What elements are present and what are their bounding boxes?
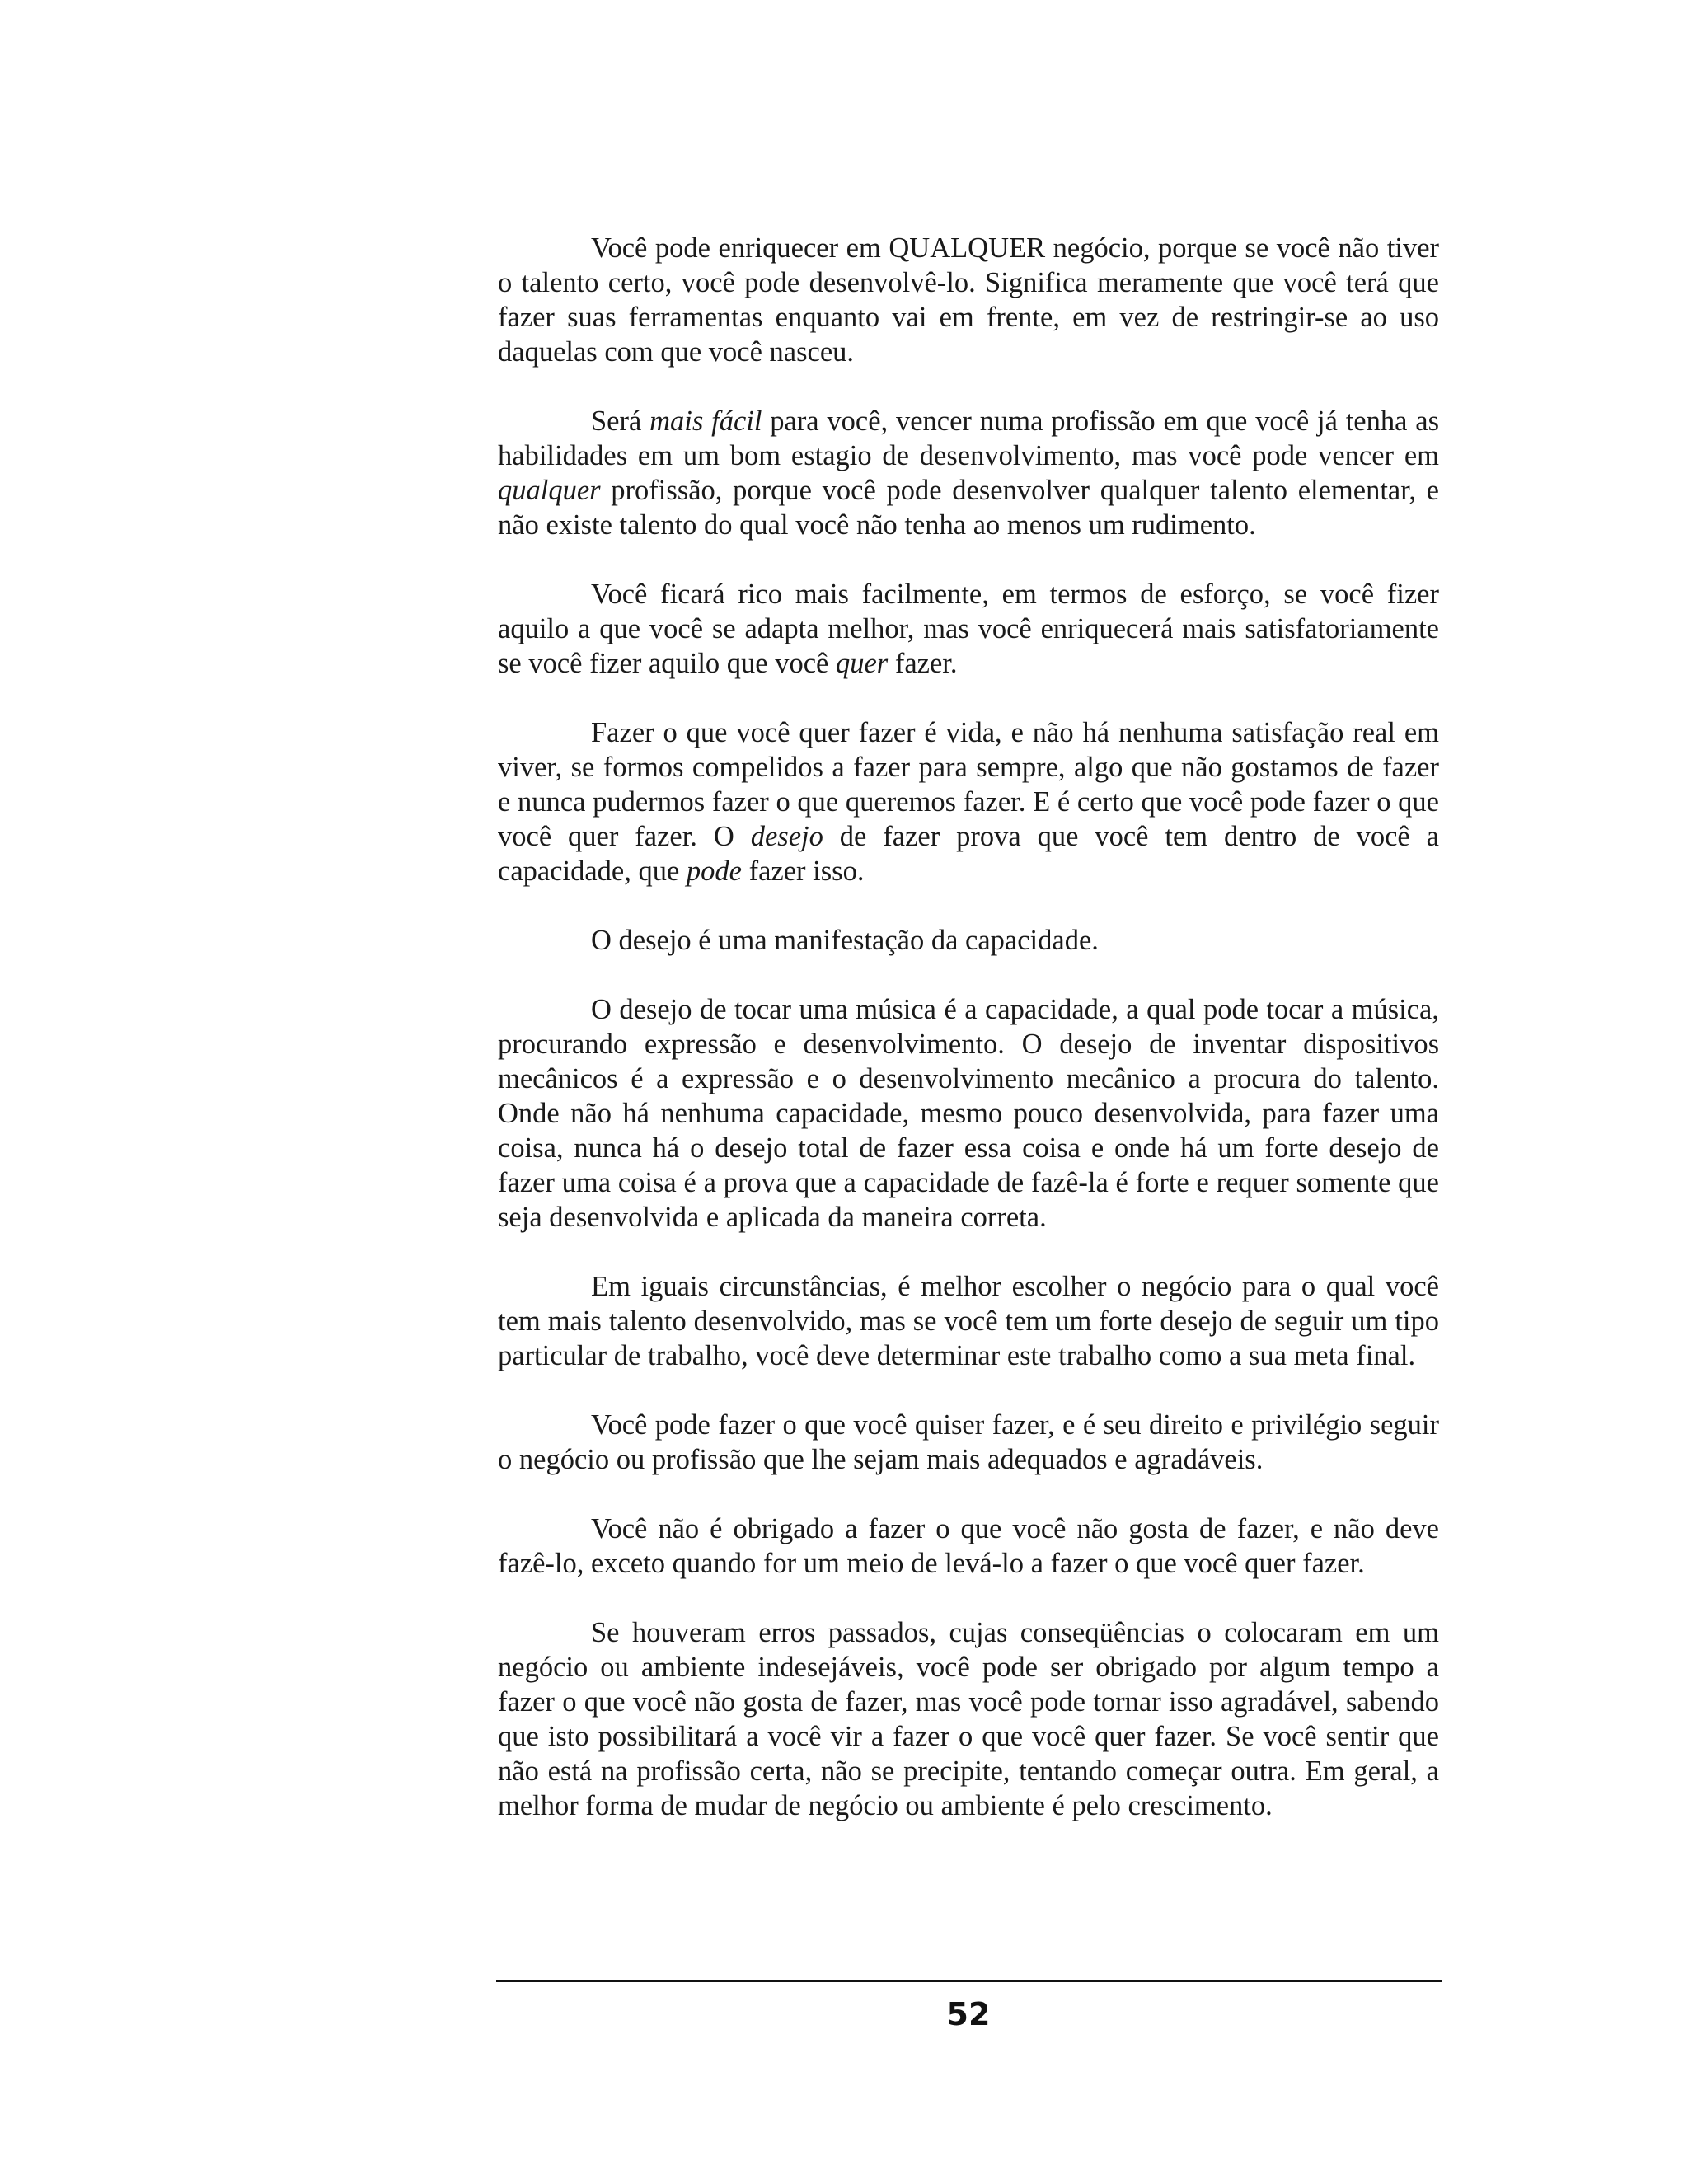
paragraph: [498, 923, 1439, 958]
emphasized-text: qualquer: [498, 475, 601, 506]
emphasized-text: desejo: [750, 821, 823, 852]
paragraph-text: Você não é obrigado a fazer o que você não gosta de fazer, e não deve fazê-lo, exceto quando for um meio de levá-lo a fazer o que você quer fazer.: [498, 1513, 1439, 1579]
page-number: 52: [946, 1996, 991, 2032]
paragraph: [498, 992, 1439, 1235]
paragraph-text: Você ficará rico mais facilmente, em termos de esforço, se você fizer aquilo a que você se adapta melhor, mas você enriquecerá mais satisfatoriamente se você fizer aquilo que você: [498, 579, 1439, 679]
paragraph-text: profissão, porque você pode desenvolver qualquer talento elementar, e não existe talento do qual você não tenha ao menos um rudimento.: [498, 475, 1439, 541]
paragraph-text: Você pode enriquecer em QUALQUER negócio, porque se você não tiver o talento certo, você pode desenvolvê-lo. Significa meramente que você terá que fazer suas ferramentas enquanto vai em frente, em vez de restringir-se ao uso daquelas com que você nasceu.: [498, 232, 1439, 368]
paragraph-text: Em iguais circunstâncias, é melhor escolher o negócio para o qual você tem mais talento desenvolvido, mas se você tem um forte desejo de seguir um tipo particular de trabalho, você deve determinar este trabalho como a sua meta final.: [498, 1271, 1439, 1371]
paragraph: [498, 1269, 1439, 1373]
paragraph: [498, 1615, 1439, 1823]
body-text: [498, 231, 1439, 1858]
paragraph-text: fazer isso.: [741, 855, 865, 887]
paragraph: [498, 577, 1439, 681]
paragraph-text: Fazer o que você quer fazer é vida, e não há nenhuma satisfação real em viver, se formos compelidos a fazer para sempre, algo que não gostamos de fazer e nunca pudermos fazer o que queremos fazer. E é certo que você pode fazer o que você quer fazer. O: [498, 717, 1439, 852]
paragraph-text: para você, vencer numa profissão em que você já tenha as habilidades em um bom estagio de desenvolvimento, mas você pode vencer em: [498, 405, 1439, 471]
paragraph-text: Será: [591, 405, 650, 437]
paragraph-text: fazer.: [888, 648, 958, 679]
paragraph-text: O desejo de tocar uma música é a capacidade, a qual pode tocar a música, procurando expressão e desenvolvimento. O desejo de inventar dispositivos mecânicos é a expressão e o desenvolvimento mecânico a procura do talento. Onde não há nenhuma capacidade, mesmo pouco desenvolvida, para fazer uma coisa, nunca há o desejo total de fazer essa coisa e onde há um forte desejo de fazer uma coisa é a prova que a capacidade de fazê-la é forte e requer somente que seja desenvolvida e aplicada da maneira correta.: [498, 994, 1439, 1233]
emphasized-text: mais fácil: [649, 405, 762, 437]
footer-rule: [496, 1980, 1442, 1982]
paragraph: [498, 404, 1439, 542]
emphasized-text: quer: [835, 648, 889, 679]
paragraph: [498, 1511, 1439, 1581]
paragraph-text: Você pode fazer o que você quiser fazer, e é seu direito e privilégio seguir o negócio ou profissão que lhe sejam mais adequados e agradáveis.: [498, 1409, 1439, 1475]
emphasized-text: pode: [686, 855, 742, 887]
paragraph: [498, 715, 1439, 888]
paragraph: [498, 1408, 1439, 1477]
paragraph-text: O desejo é uma manifestação da capacidade.: [591, 925, 1099, 956]
paragraph-text: Se houveram erros passados, cujas conseqüências o colocaram em um negócio ou ambiente indesejáveis, você pode ser obrigado por algum tempo a fazer o que você não gosta de fazer, mas você pode tornar isso agradável, sabendo que isto possibilitará a você vir a fazer o que você quer fazer. Se você sentir que não está na profissão certa, não se precipite, tentando começar outra. Em geral, a melhor forma de mudar de negócio ou ambiente é pelo crescimento.: [498, 1617, 1439, 1821]
paragraph: [498, 231, 1439, 369]
paragraph-text: de fazer prova que você tem dentro de você a capacidade, que: [498, 821, 1439, 887]
